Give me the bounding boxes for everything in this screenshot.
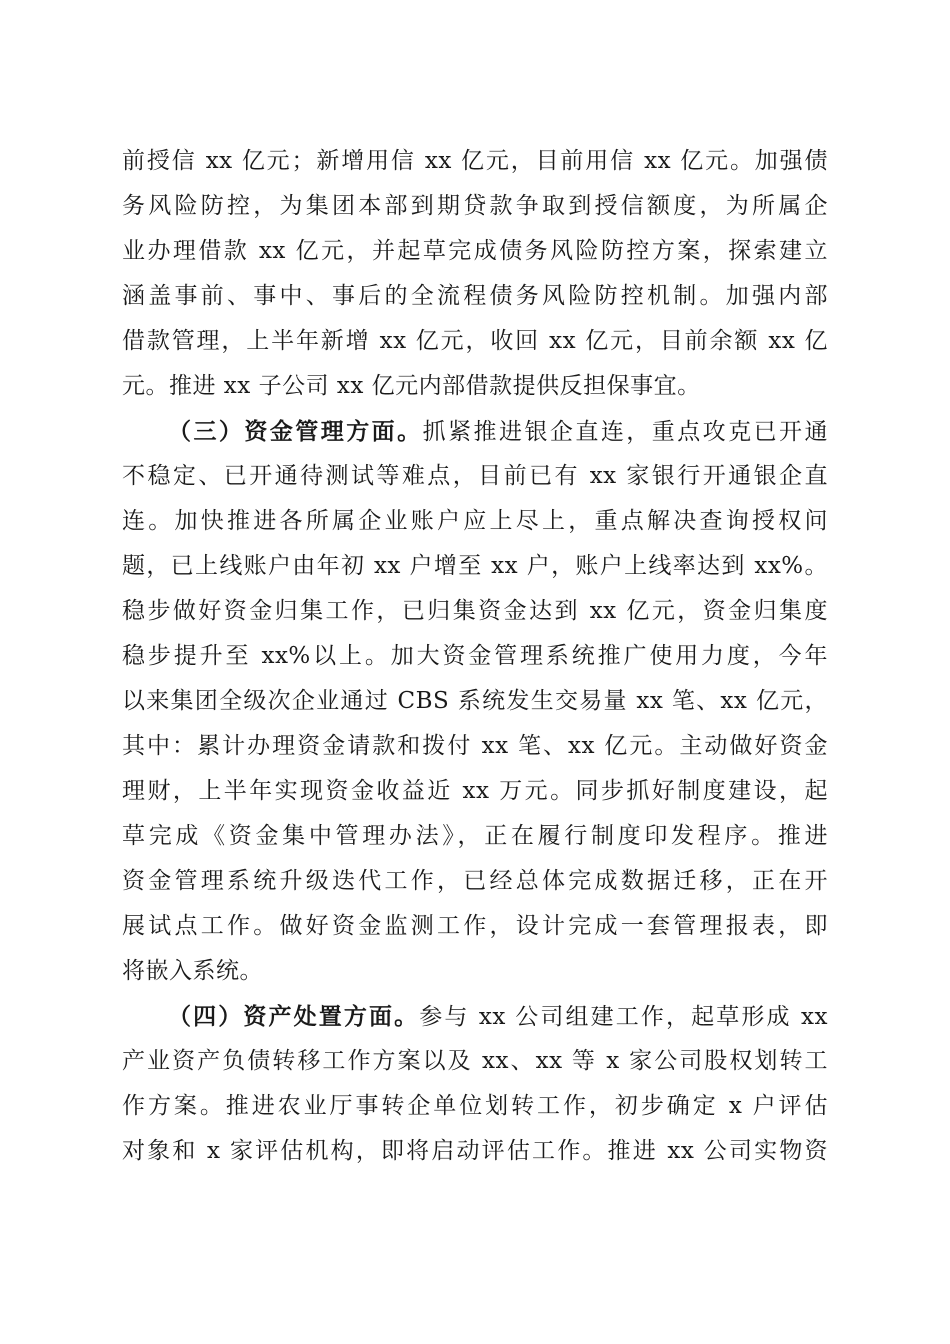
text-line: 借款管理，上半年新增 xx 亿元，收回 xx 亿元，目前余额 xx 亿 [122, 328, 828, 354]
section-heading-fund-management: （三）资金管理方面。 [168, 418, 423, 445]
section-heading-asset-disposal: （四）资产处置方面。 [168, 1003, 420, 1030]
text-line: 元。推进 xx 子公司 xx 亿元内部借款提供反担保事宜。 [122, 373, 701, 399]
text-run: 抓紧推进银企直连，重点攻克已开通 [422, 419, 829, 445]
paragraph-first-line [122, 409, 828, 454]
text-line: 以来集团全级次企业通过 CBS 系统发生交易量 xx 笔、xx 亿元， [122, 688, 828, 714]
paragraph-asset-disposal [122, 994, 828, 1174]
text-line: 业办理借款 xx 亿元，并起草完成债务风险防控方案，探索建立 [122, 238, 828, 264]
text-line: 其中：累计办理资金请款和拨付 xx 笔、xx 亿元。主动做好资金 [122, 733, 828, 759]
text-line: 题，已上线账户由年初 xx 户增至 xx 户，账户上线率达到 xx%。 [122, 553, 828, 579]
text-line: 稳步做好资金归集工作，已归集资金达到 xx 亿元，资金归集度 [122, 598, 828, 624]
text-line: 作方案。推进农业厅事转企单位划转工作，初步确定 x 户评估 [122, 1093, 828, 1119]
text-line: 理财，上半年实现资金收益近 xx 万元。同步抓好制度建设，起 [122, 778, 828, 804]
text-line: 涵盖事前、事中、事后的全流程债务风险防控机制。加强内部 [122, 283, 828, 309]
text-line: 将嵌入系统。 [122, 958, 263, 984]
text-line: 草完成《资金集中管理办法》，正在履行制度印发程序。推进 [122, 823, 828, 849]
text-line: 前授信 xx 亿元；新增用信 xx 亿元，目前用信 xx 亿元。加强债 [122, 148, 828, 174]
paragraph-fund-management [122, 409, 828, 994]
text-line: 连。加快推进各所属企业账户应上尽上，重点解决查询授权问 [122, 508, 828, 534]
text-line: 展试点工作。做好资金监测工作，设计完成一套管理报表，即 [122, 913, 828, 939]
text-line: 资金管理系统升级迭代工作，已经总体完成数据迁移，正在开 [122, 868, 828, 894]
text-line: 不稳定、已开通待测试等难点，目前已有 xx 家银行开通银企直 [122, 463, 828, 489]
paragraph-first-line [122, 994, 828, 1039]
text-line: 对象和 x 家评估机构，即将启动评估工作。推进 xx 公司实物资 [122, 1138, 828, 1164]
document-body [122, 139, 828, 1174]
text-line: 产业资产负债转移工作方案以及 xx、xx 等 x 家公司股权划转工 [122, 1048, 828, 1074]
text-run: 参与 xx 公司组建工作，起草形成 xx [419, 1004, 829, 1030]
paragraph-debt-continuation [122, 139, 828, 409]
text-line: 稳步提升至 xx%以上。加大资金管理系统推广使用力度，今年 [122, 643, 828, 669]
text-line: 务风险防控，为集团本部到期贷款争取到授信额度，为所属企 [122, 193, 828, 219]
